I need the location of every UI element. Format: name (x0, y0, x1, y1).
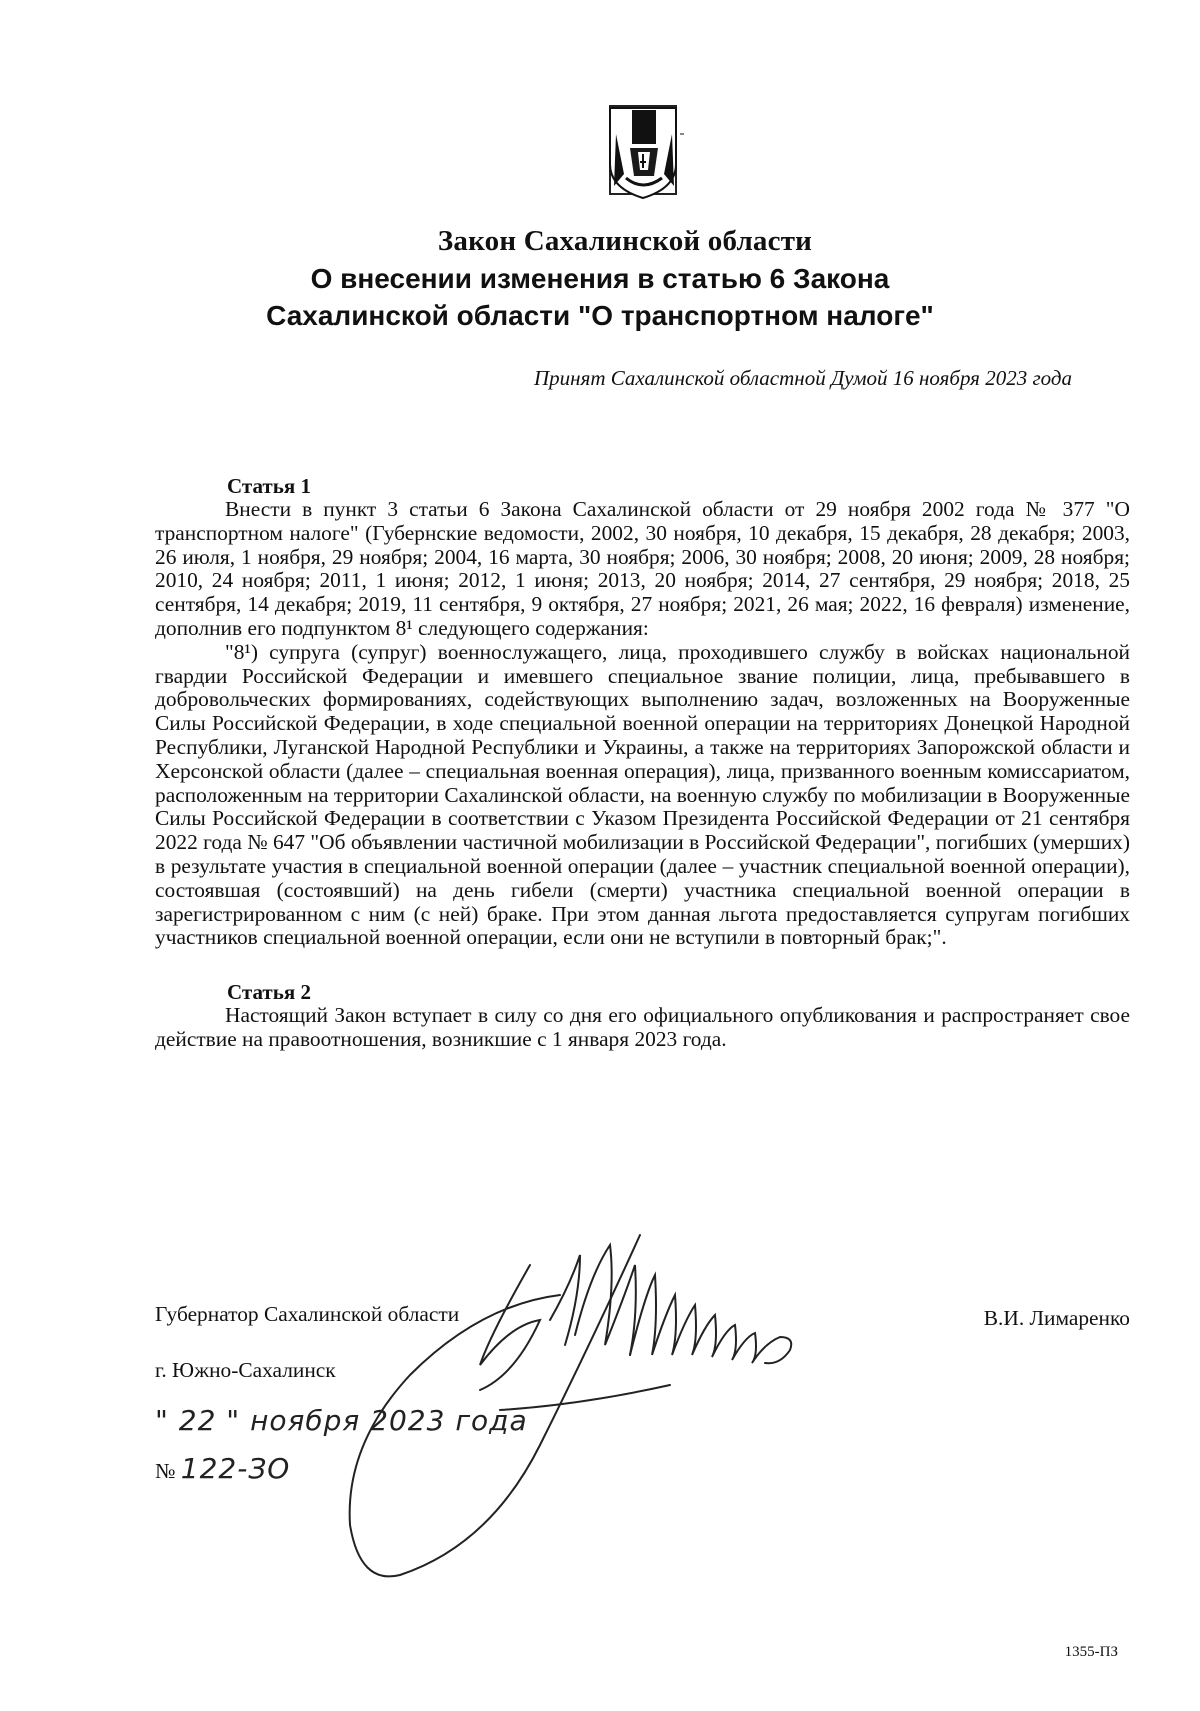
law-body (155, 474, 1130, 1052)
law-title: Закон Сахалинской области (437, 225, 813, 257)
handwritten-number: 122-ЗО (180, 1452, 291, 1485)
article-2-title: Статья 2 (227, 980, 311, 1005)
article-1-paragraph-1: Внести в пункт 3 статьи 6 Закона Сахалинской области от 29 ноября 2002 года № 377 "О транспортном налоге" (Губернские ведомости, 2002, 30 ноября, 10 декабря, 15 декабря, 28 декабря; 2003, 26 июля, 1 ноября, 29 ноября; 2004, 16 марта, 30 ноября; 2006, 30 ноября; 2008, 20 июня; 2009, 28 ноября; 2010, 24 ноября; 2011, 1 июня; 2012, 1 июня; 2013, 20 ноября; 2014, 27 сентября, 29 ноября; 2018, 25 сентября, 14 декабря; 2019, 11 сентября, 9 октября, 27 ноября; 2021, 26 мая; 2022, 16 февраля) изменение, дополнив его подпунктом 8¹ следующего содержания: (155, 497, 1130, 640)
article-2-paragraph-1: Настоящий Закон вступает в силу со дня его официального опубликования и распространяет свое действие на правоотношения, возникшие с 1 января 2023 года. (155, 1003, 1130, 1051)
law-title-block (150, 222, 1050, 334)
law-subtitle-line1: О внесении изменения в статью 6 Закона (310, 263, 890, 294)
handwritten-date: " 22 " ноября 2023 года (155, 1404, 528, 1437)
governor-signature-icon (340, 1225, 900, 1595)
document-code: 1355-ПЗ (1064, 1644, 1118, 1660)
law-subtitle-line2: Сахалинской области "О транспортном налоге" (266, 300, 934, 331)
article-1-title: Статья 1 (227, 474, 311, 498)
number-sign: № (155, 1459, 176, 1483)
governor-label: Губернатор Сахалинской области (155, 1302, 460, 1326)
adoption-note: Принят Сахалинской областной Думой 16 ноября 2023 года (533, 366, 1072, 390)
sakhalin-coat-of-arms-icon (604, 104, 684, 200)
city-name: г. Южно-Сахалинск (155, 1358, 336, 1382)
article-1-paragraph-2: "8¹) супруга (супруг) военнослужащего, лица, проходившего службу в войсках национальной гвардии Российской Федерации и имевшего специальное звание полиции, лица, пребывавшего в добровольческих формированиях, содействующих выполнению задач, возложенных на Вооруженные Силы Российской Федерации, в ходе специальной военной операции на территориях Донецкой Народной Республики, Луганской Народной Республики и Украины, а также на территориях Запорожской области и Херсонской области (далее – специальная военная операция), лица, призванного военным комиссариатом, расположенным на территории Сахалинской области, на военную службу по мобилизации в Вооруженные Силы Российской Федерации в соответствии с Указом Президента Российской Федерации от 21 сентября 2022 года № 647 "Об объявлении частичной мобилизации в Российской Федерации", погибших (умерших) в результате участия в специальной военной операции (далее – участник специальной военной операции), состоявшая (состоявший) на день гибели (смерти) участника специальной военной операции в зарегистрированном с ним (с ней) браке. При этом данная льгота предоставляется супругам погибших участников специальной военной операции, если они не вступили в повторный брак;". (155, 639, 1130, 950)
governor-name: В.И. Лимаренко (983, 1306, 1130, 1330)
law-number (155, 1452, 290, 1485)
